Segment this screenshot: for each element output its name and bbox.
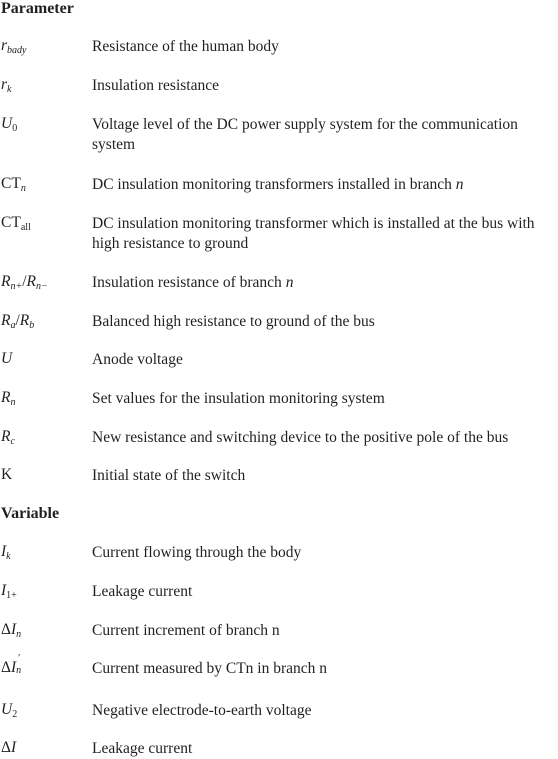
parameter-description: New resistance and switching device to the positive pole of the bus [92,429,509,446]
parameter-description: DC insulation monitoring transformers installed in branch n [92,176,464,193]
parameter-description: Resistance of the human body [92,38,279,55]
parameter-symbol: $CT_{all}$ [1,214,31,233]
parameter-symbol: $R_a/R_b$ [1,312,35,331]
variable-heading: Variable [1,505,60,522]
parameter-description: Voltage level of the DC power supply system for the communication system [92,116,518,153]
parameter-symbol: $r_k$ [1,76,12,95]
parameter-symbol: $R_c$ [1,428,15,447]
parameter-symbol: $R_n$ [1,389,16,408]
variable-description: Negative electrode-to-earth voltage [92,702,312,719]
parameter-description: Initial state of the switch [92,467,246,484]
parameter-description: Balanced high resistance to ground of the bus [92,313,375,330]
parameter-symbol: K [1,466,13,483]
parameter-description: DC insulation monitoring transformer which is installed at the bus with high resistance to ground [92,215,535,252]
variable-symbol: ΔI [1,739,17,756]
parameter-heading: Parameter [1,0,74,17]
variable-description: Leakage current [92,583,193,600]
variable-description: Current flowing through the body [92,544,302,561]
variable-symbol: $U_2$ [1,701,18,720]
variable-description: Current increment of branch n [92,622,280,639]
parameter-symbol: $CT_n$ [1,175,26,194]
variable-symbol: $\Delta I_n$ [1,621,22,640]
parameter-symbol: $R_{n+}/R_{n-}$ [1,273,48,292]
parameter-description: Insulation resistance [92,77,219,94]
variable-symbol: $I_{1+}$ [1,582,17,601]
variable-description: Current measured by CTn in branch n [92,660,328,677]
parameter-symbol: U [1,350,13,367]
parameter-symbol: $U_0$ [1,115,18,134]
variable-symbol: $I_k$ [1,543,11,562]
parameter-symbol: $r_{bady}$ [1,37,27,56]
parameter-description: Set values for the insulation monitoring system [92,390,385,407]
variable-description: Leakage current [92,740,193,757]
parameter-description: Insulation resistance of branch n [92,274,294,291]
variable-symbol: ΔI ′ n [1,653,22,676]
parameter-description: Anode voltage [92,351,183,368]
